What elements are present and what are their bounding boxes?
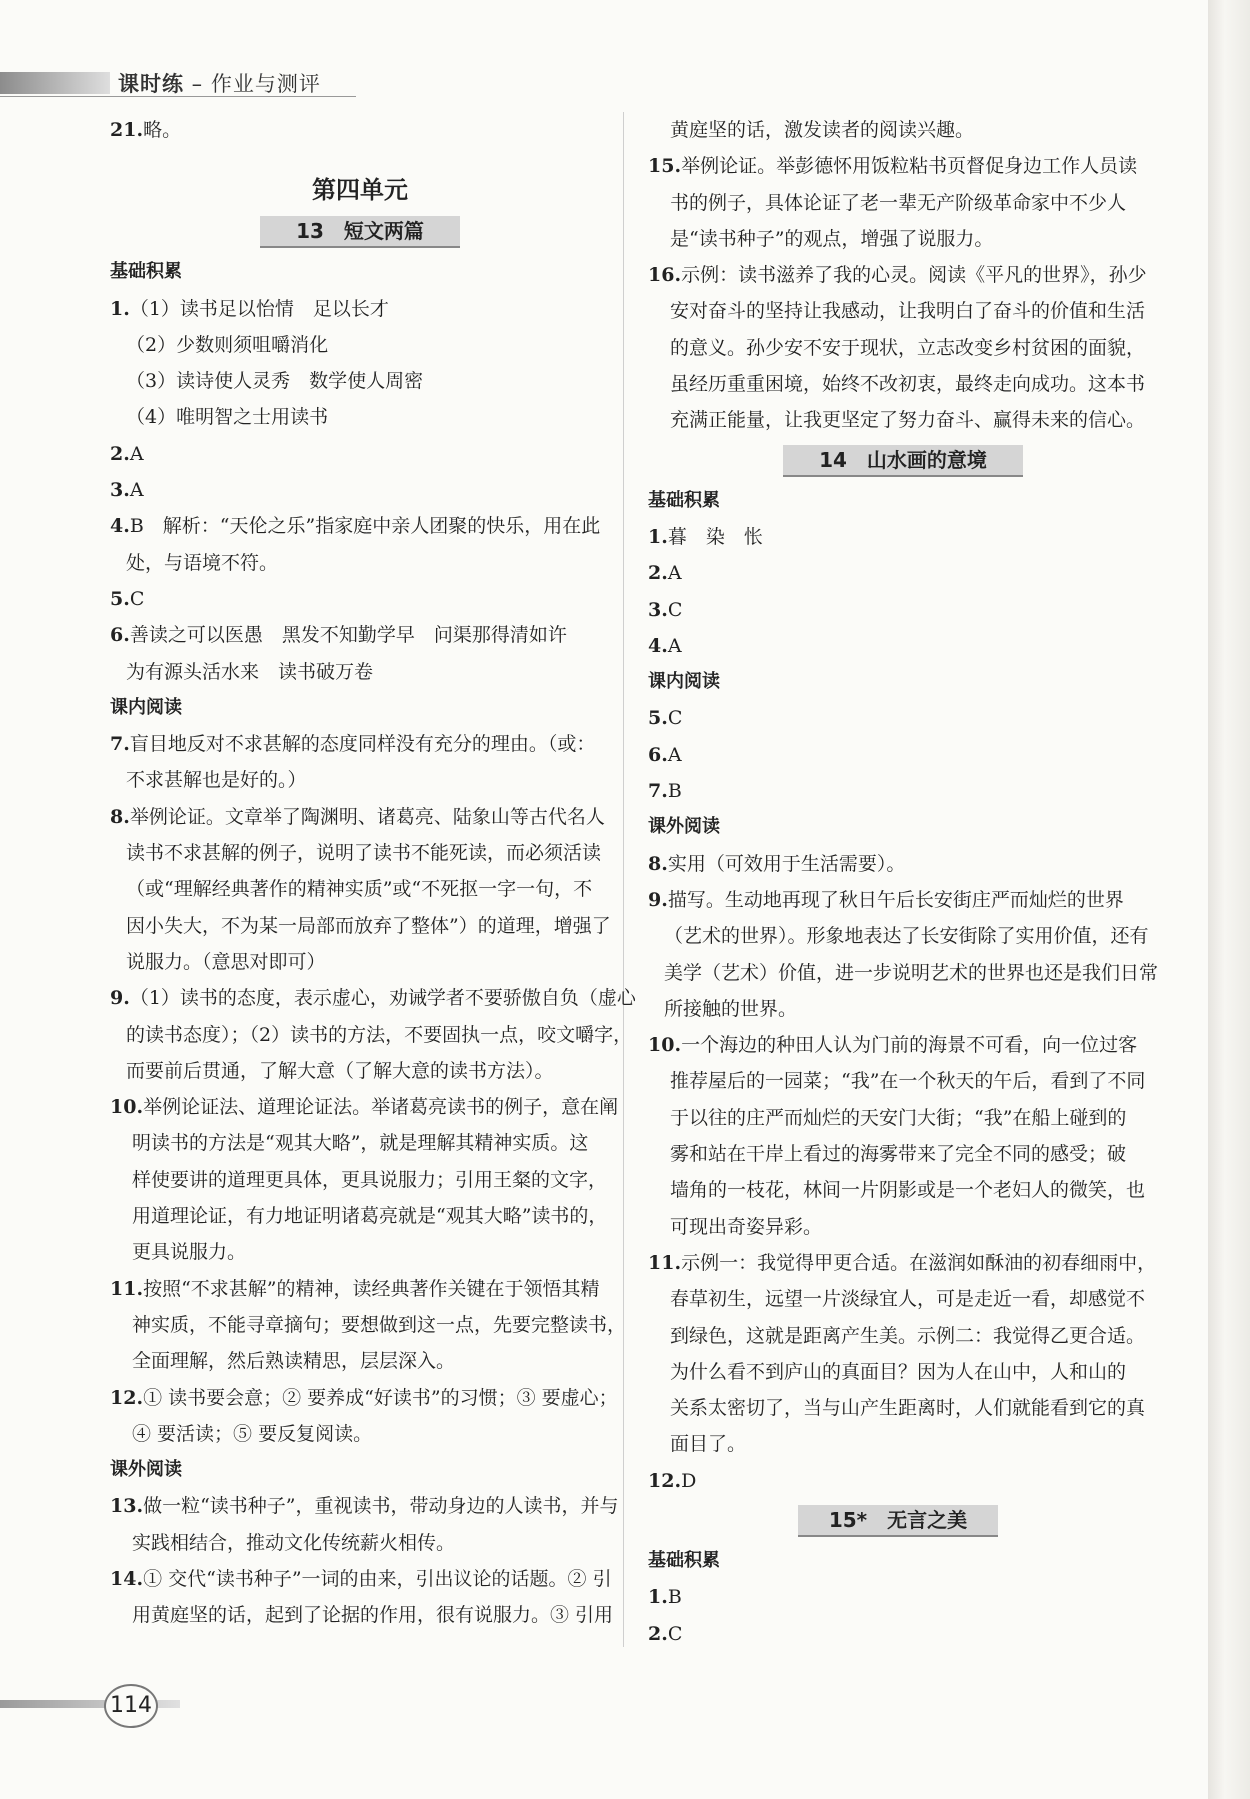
answer-r2-2: 2.C: [648, 1622, 683, 1645]
answer-2: 2.A: [110, 442, 144, 465]
answer-14-continued: 黄庭坚的话，激发读者的阅读兴趣。: [670, 119, 975, 141]
answer-r8: 8.实用（可效用于生活需要）。: [648, 852, 906, 875]
answer-15: 15.举例论证。举彭德怀用饭粒粘书页督促身边工作人员读 书的例子，具体论证了老一辈无产阶级革命家中不少人 是“读书种子”的观点，增强了说服力。: [648, 155, 1138, 250]
answer-r4: 4.A: [648, 634, 682, 657]
header-bar-decoration: [0, 72, 110, 94]
right-column: [648, 112, 1160, 1652]
answer-r7: 7.B: [648, 780, 682, 803]
header-rule: [0, 96, 356, 97]
lesson-14-heading: [648, 439, 1160, 483]
answer-12: 12.① 读书要会意；② 要养成“好读书”的习惯；③ 要虚心； ④ 要活读；⑤ 要反复阅读。: [110, 1386, 618, 1445]
section-jichu-r: 基础积累: [648, 489, 720, 511]
answer-11: 11.按照“不求甚解”的精神，读经典著作关键在于领悟其精 神实质，不能寻章摘句；要想做到这一点，先要完整读书， 全面理解，然后熟读精思，层层深入。: [110, 1277, 627, 1373]
answer-4: 4.B 解析：“天伦之乐”指家庭中亲人团聚的快乐，用在此 处，与语境不符。: [110, 515, 601, 574]
section-kewai-r: 课外阅读: [648, 816, 720, 838]
header-title: [118, 68, 321, 98]
header-brand: 课时练: [118, 72, 184, 96]
header-dash: –: [184, 72, 211, 96]
answer-13: 13.做一粒“读书种子”，重视读书，带动身边的人读书，并与 实践相结合，推动文化传统薪火相传。: [110, 1495, 619, 1554]
lesson-15-heading: [648, 1499, 1160, 1543]
answer-16: 16.示例：读书滋养了我的心灵。阅读《平凡的世界》，孙少 安对奋斗的坚持让我感动，让我明白了奋斗的价值和生活 的意义。孙少安不安于现状，立志改变乡村贫困的面貌， 虽经历重重困境，始终不改初衷，最终走向成功。这本书 充满正能量，让我更坚定了努力奋斗、赢得未来的信心。: [648, 264, 1147, 432]
answer-r6: 6.A: [648, 743, 682, 766]
lesson-14-title: 14 山水画的意境: [783, 445, 1023, 477]
section-kenei: 课内阅读: [110, 696, 182, 718]
answer-8: 8.举例论证。文章举了陶渊明、诸葛亮、陆象山等古代名人 读书不求甚解的例子，说明了读书不能死读，而必须活读 （或“理解经典著作的精神实质”或“不死抠一字一句，不 因小失大，不为某一局部而放弃了整体”）的道理，增强了 说服力。（意思对即可）: [110, 805, 611, 973]
section-jichu-r2: 基础积累: [648, 1549, 720, 1571]
answer-r12: 12.D: [648, 1469, 697, 1492]
answer-5: 5.C: [110, 587, 145, 610]
answer-6: 6.善读之可以医愚 黑发不知勤学早 问渠那得清如许 为有源头活水来 读书破万卷: [110, 624, 567, 683]
answer-r1: 1.暮 染 怅: [648, 525, 763, 548]
answer-9: 9.（1）读书的态度，表示虚心，劝诫学者不要骄傲自负（虚心 的读书态度）；（2）读书的方法，不要固执一点，咬文嚼字， 而要前后贯通，了解大意（了解大意的读书方法）。: [110, 987, 636, 1082]
answer-3: 3.A: [110, 479, 144, 502]
answer-r9: 9.描写。生动地再现了秋日午后长安街庄严而灿烂的世界 （艺术的世界）。形象地表达了长安街除了实用价值，还有 美学（艺术）价值，进一步说明艺术的世界也还是我们日常 所接触的世界。: [648, 888, 1159, 1020]
lesson-13-heading: [110, 210, 610, 254]
answer-r3: 3.C: [648, 598, 683, 621]
lesson-13-title: 13 短文两篇: [260, 216, 460, 248]
answer-1: 1.（1）读书足以怡情 足以长才 （2）少数则须咀嚼消化 （3）读诗使人灵秀 数学使人周密 （4）唯明智之士用读书: [110, 297, 424, 429]
answer-r2-1: 1.B: [648, 1586, 682, 1609]
answer-r2: 2.A: [648, 562, 682, 585]
unit-title: 第四单元: [312, 176, 408, 205]
header-subtitle: 作业与测评: [210, 72, 321, 96]
answer-r5: 5.C: [648, 707, 683, 730]
column-divider: [623, 112, 624, 1647]
left-column: [110, 112, 636, 1634]
section-jichu: 基础积累: [110, 261, 182, 283]
page-number: 114: [104, 1684, 158, 1728]
answer-21: 21.略。: [110, 119, 182, 141]
answer-r10: 10.一个海边的种田人认为门前的海景不可看，向一位过客 推荐屋后的一园菜；“我”在一个秋天的午后，看到了不同 于以往的庄严而灿烂的天安门大街；“我”在船上碰到的 雾和站在干岸上看过的海雾带来了完全不同的感受；破 墙角的一枝花，林间一片阴影或是一个老妇人的微笑，也 可现出奇姿异彩。: [648, 1034, 1146, 1238]
section-kenei-r: 课内阅读: [648, 671, 720, 693]
answer-r11: 11.示例一：我觉得甲更合适。在滋润如酥油的初春细雨中， 春草初生，远望一片淡绿宜人，可是走近一看，却感觉不 到绿色，这就是距离产生美。示例二：我觉得乙更合适。 为什么看不到庐山的真面目？因为人在山中，人和山的 关系太密切了，当与山产生距离时，人们就能看到它的真 面目了。: [648, 1251, 1157, 1456]
page-edge: [1208, 0, 1250, 1799]
section-kewai: 课外阅读: [110, 1459, 182, 1481]
lesson-15-title: 15* 无言之美: [798, 1505, 998, 1537]
answer-10: 10.举例论证法、道理论证法。举诸葛亮读书的例子，意在阐 明读书的方法是“观其大略”，就是理解其精神实质。这 样使要讲的道理更具体，更具说服力；引用王粲的文字， 用道理论证，有力地证明诸葛亮就是“观其大略”读书的， 更具说服力。: [110, 1096, 619, 1264]
answer-14: 14.① 交代“读书种子”一词的由来，引出议论的话题。② 引 用黄庭坚的话，起到了论据的作用，很有说服力。③ 引用: [110, 1567, 614, 1627]
answer-7: 7.盲目地反对不求甚解的态度同样没有充分的理由。（或： 不求甚解也是好的。）: [110, 733, 596, 792]
